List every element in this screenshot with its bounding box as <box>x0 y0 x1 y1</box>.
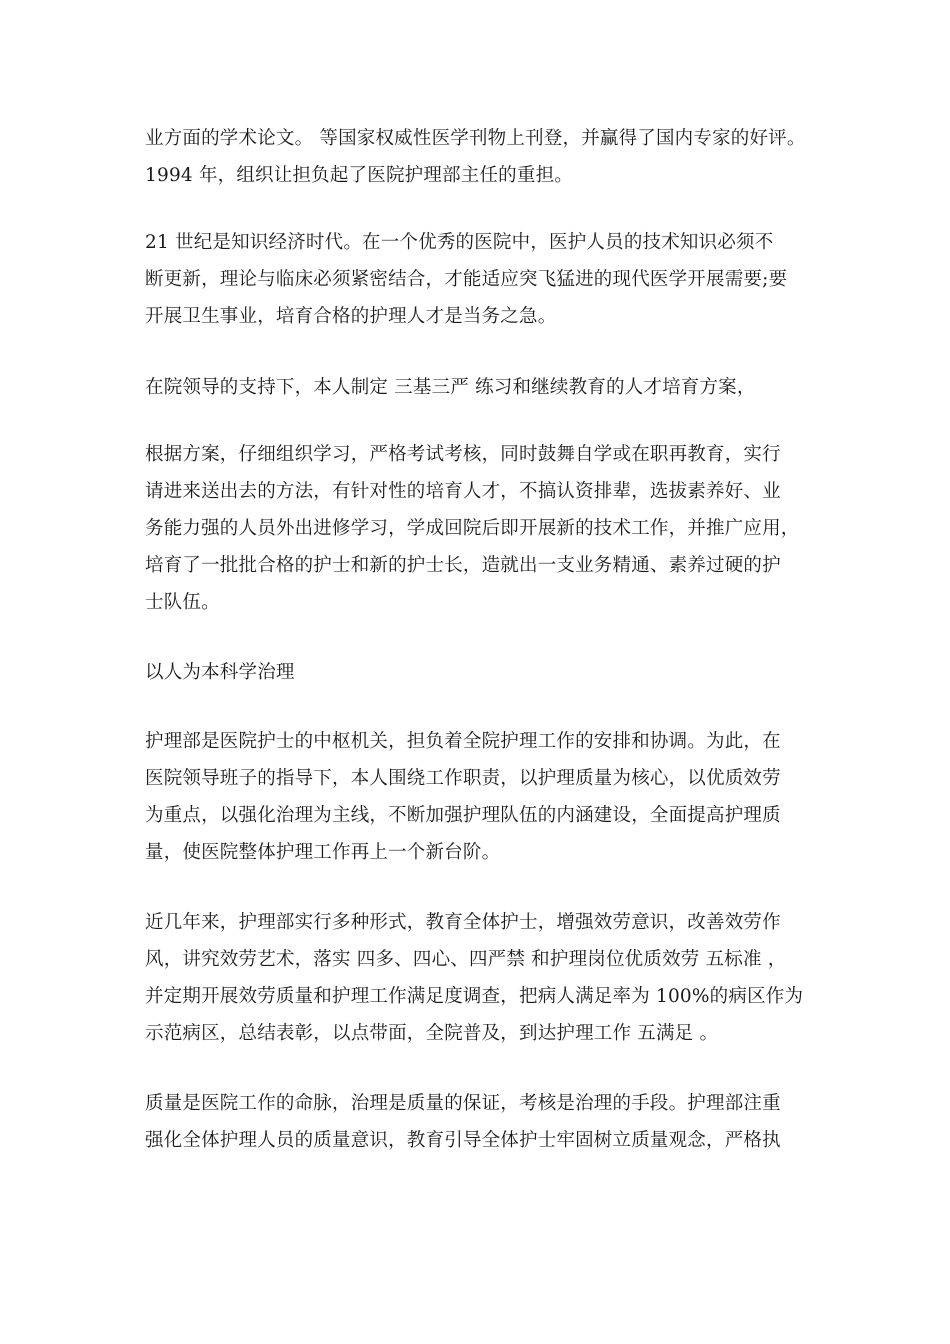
text-line: 士队伍。 <box>145 592 220 613</box>
paragraph-service-quality <box>145 904 835 1052</box>
text-line: 强化全体护理人员的质量意识，教育引导全体护士牢固树立质量观念，严格执 <box>145 1130 781 1151</box>
text-line: 根据方案，仔细组织学习，严格考试考核，同时鼓舞自学或在职再教育，实行 <box>145 444 781 465</box>
text-line: 培育了一批批合格的护士和新的护士长，造就出一支业务精通、素养过硬的护 <box>145 555 781 576</box>
paragraph-talent-cultivation <box>145 436 835 621</box>
paragraph-quality-management <box>145 1085 835 1159</box>
text-line: 医院领导班子的指导下，本人围绕工作职责，以护理质量为核心，以优质效劳 <box>145 768 781 789</box>
text-line: 1994 年，组织让担负起了医院护理部主任的重担。 <box>145 165 573 186</box>
text-line: 务能力强的人员外出进修学习，学成回院后即开展新的技术工作，并推广应用， <box>145 518 800 539</box>
paragraph-nursing-department <box>145 723 835 871</box>
text-line: 风，讲究效劳艺术，落实 四多、四心、四严禁 和护理岗位优质效劳 五标准 ， <box>145 949 787 970</box>
text-line: 近几年来，护理部实行多种形式，教育全体护士，增强效劳意识，改善效劳作 <box>145 912 781 933</box>
text-line: 以人为本科学治理 <box>145 662 295 683</box>
paragraph-academic-papers <box>145 120 835 194</box>
text-line: 质量是医院工作的命脉，治理是质量的保证，考核是治理的手段。护理部注重 <box>145 1093 781 1114</box>
text-line: 量，使医院整体护理工作再上一个新台阶。 <box>145 842 501 863</box>
text-line: 请进来送出去的方法，有针对性的培育人才，不搞认资排辈，选拔素养好、业 <box>145 481 781 502</box>
text-line: 在院领导的支持下，本人制定 三基三严 练习和继续教育的人才培育方案， <box>145 377 756 398</box>
text-line: 开展卫生事业，培育合格的护理人才是当务之急。 <box>145 306 557 327</box>
section-heading <box>145 654 835 691</box>
paragraph-knowledge-economy <box>145 224 835 335</box>
text-line: 21 世纪是知识经济时代。在一个优秀的医院中，医护人员的技术知识必须不 <box>145 232 774 253</box>
text-line: 护理部是医院护士的中枢机关，担负着全院护理工作的安排和协调。为此，在 <box>145 731 781 752</box>
text-line: 示范病区，总结表彰，以点带面，全院普及，到达护理工作 五满足 。 <box>145 1023 719 1044</box>
text-line: 业方面的学术论文。 等国家权威性医学刊物上刊登，并赢得了国内专家的好评。 <box>145 128 806 149</box>
paragraph-training-plan <box>145 369 835 406</box>
text-line: 并定期开展效劳质量和护理工作满足度调查，把病人满足率为 100%的病区作为 <box>145 986 804 1007</box>
text-line: 断更新，理论与临床必须紧密结合，才能适应突飞猛进的现代医学开展需要;要 <box>145 269 788 290</box>
text-line: 为重点，以强化治理为主线，不断加强护理队伍的内涵建设，全面提高护理质 <box>145 805 781 826</box>
